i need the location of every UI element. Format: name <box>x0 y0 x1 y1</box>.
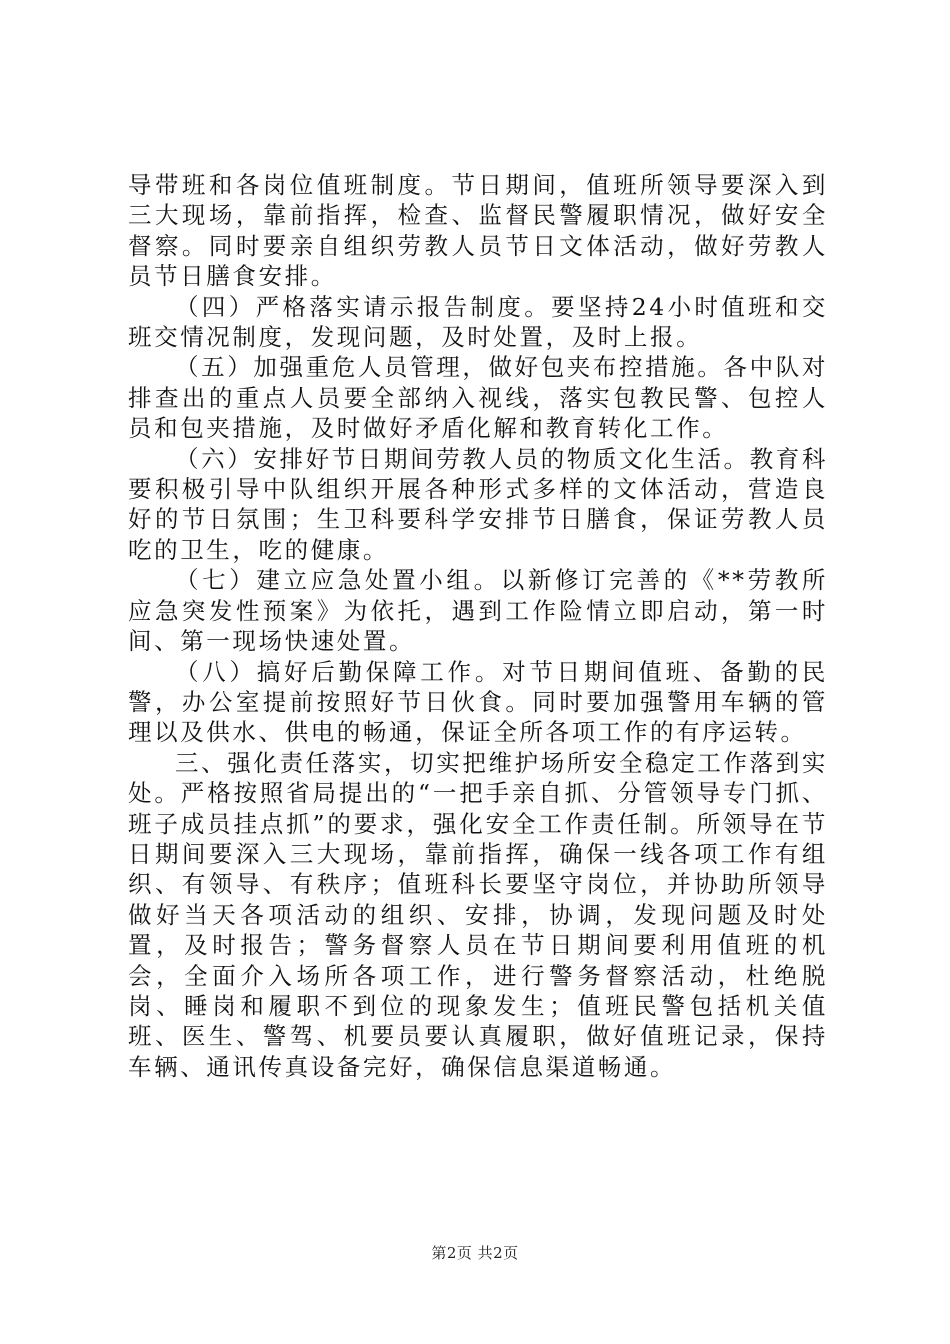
paragraph-item-6: （六）安排好节日期间劳教人员的物质文化生活。教育科要积极引导中队组织开展各种形式多样的文体活动，营造良好的节日氛围；生卫科要科学安排节日膳食，保证劳教人员吃的卫生，吃的健康。 <box>128 444 828 564</box>
paragraph-item-8: （八）搞好后勤保障工作。对节日期间值班、备勤的民警，办公室提前按照好节日伙食。同时要加强警用车辆的管理以及供水、供电的畅通，保证全所各项工作的有序运转。 <box>128 657 828 747</box>
paragraph-item-4: （四）严格落实请示报告制度。要坚持24小时值班和交班交情况制度，发现问题，及时处置，及时上报。 <box>128 292 828 352</box>
page-number-footer: 第2页 共2页 <box>431 1244 519 1262</box>
paragraph-continuation: 导带班和各岗位值班制度。节日期间，值班所领导要深入到三大现场，靠前指挥，检查、监督民警履职情况，做好安全督察。同时要亲自组织劳教人员节日文体活动，做好劳教人员节日膳食安排。 <box>128 171 828 291</box>
paragraph-item-7: （七）建立应急处置小组。以新修订完善的《**劳教所应急突发性预案》为依托，遇到工作险情立即启动，第一时间、第一现场快速处置。 <box>128 566 828 656</box>
paragraph-item-5: （五）加强重危人员管理，做好包夹布控措施。各中队对排查出的重点人员要全部纳入视线，落实包教民警、包控人员和包夹措施，及时做好矛盾化解和教育转化工作。 <box>128 353 828 443</box>
document-body <box>128 170 828 1082</box>
paragraph-section-3: 三、强化责任落实，切实把维护场所安全稳定工作落到实处。严格按照省局提出的“一把手亲自抓、分管领导专门抓、班子成员挂点抓”的要求，强化安全工作责任制。所领导在节日期间要深入三大现场，靠前指挥，确保一线各项工作有组织、有领导、有秩序；值班科长要坚守岗位，并协助所领导做好当天各项活动的组织、安排，协调，发现问题及时处置，及时报告；警务督察人员在节日期间要利用值班的机会，全面介入场所各项工作，进行警务督察活动，杜绝脱岗、睡岗和履职不到位的现象发生；值班民警包括机关值班、医生、警驾、机要员要认真履职，做好值班记录，保持车辆、通讯传真设备完好，确保信息渠道畅通。 <box>128 748 828 1081</box>
